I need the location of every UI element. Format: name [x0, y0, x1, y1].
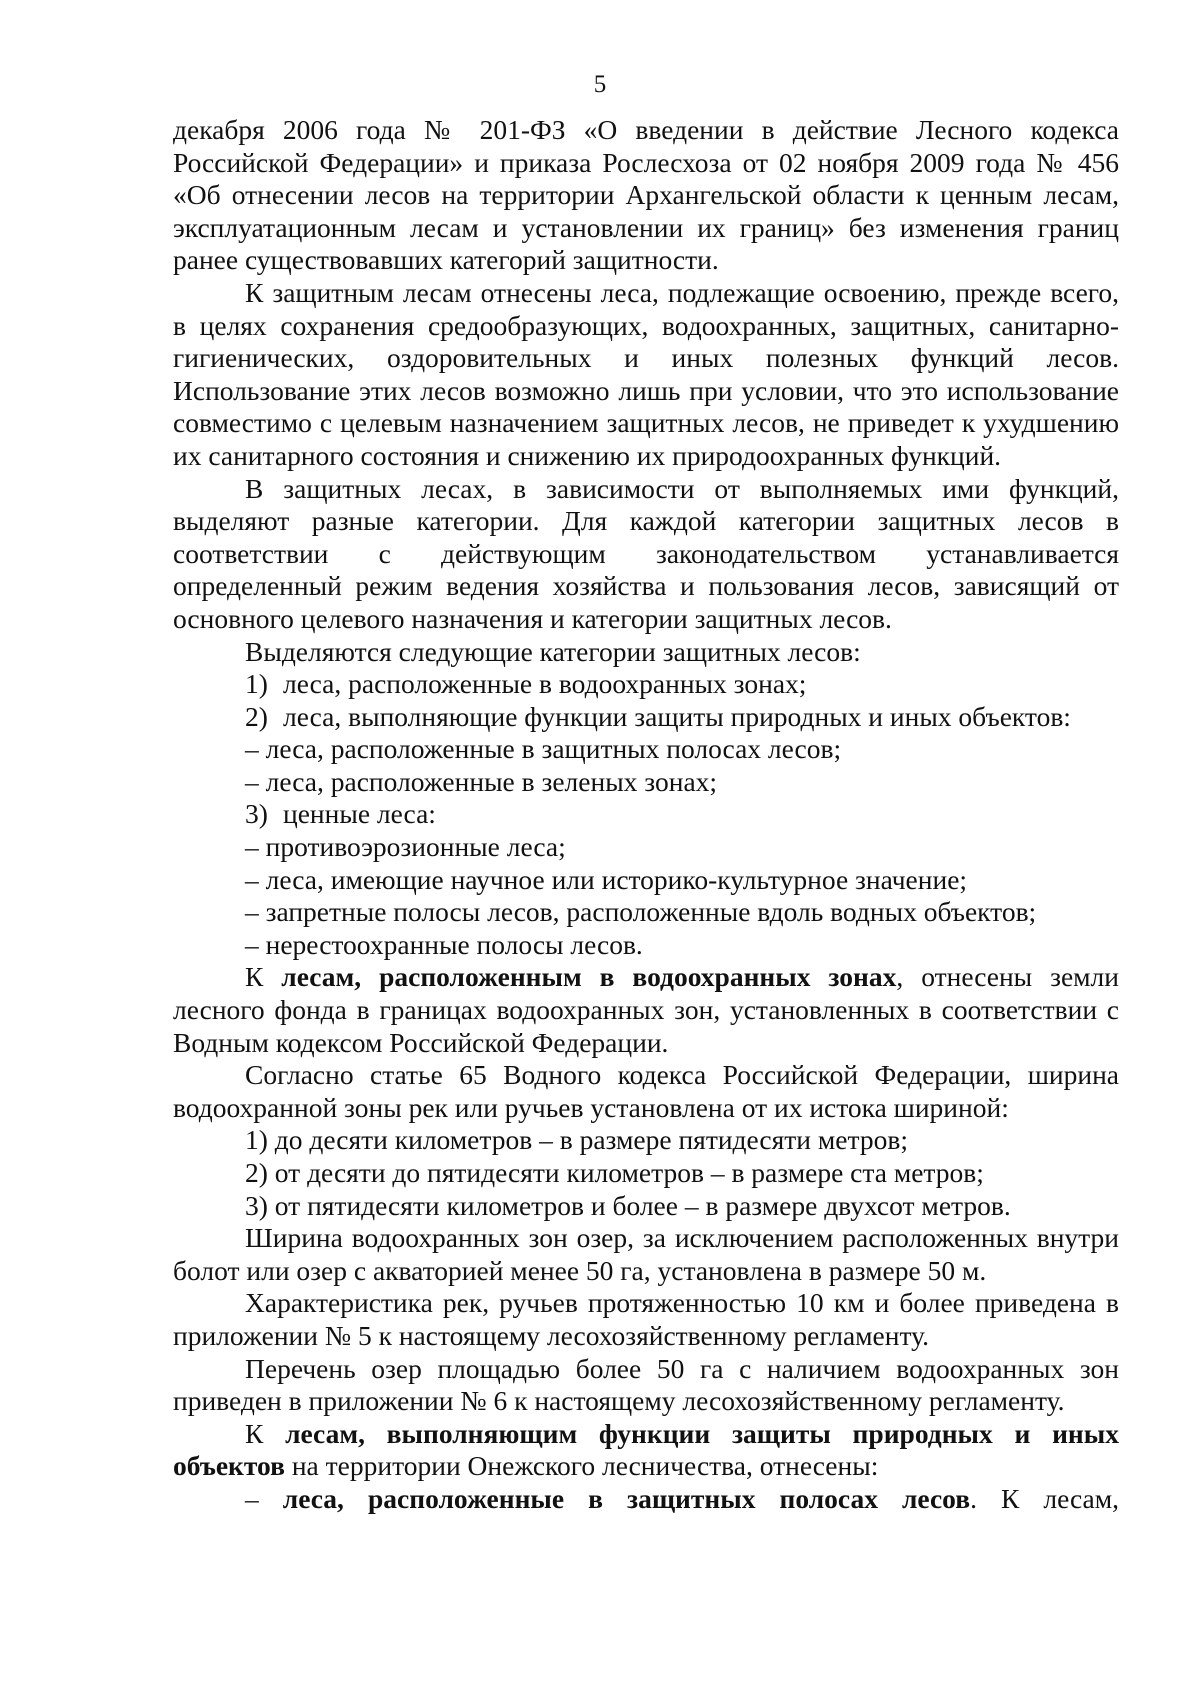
- text-run: К: [245, 961, 282, 993]
- list-item: [173, 798, 1119, 831]
- categories-paragraph: В защитных лесах, в зависимости от выполняемых ими функций, выделяют разные категории. Для каждой категории защитных лесов в соответствии с действующим законодательством устанавливается определенный режим ведения хозяйства и пользования лесов, зависящий от основного целевого назначения и категории защитных лесов.: [173, 472, 1119, 634]
- width-item: 1) до десяти километров – в размере пятидесяти метров;: [245, 1124, 908, 1156]
- list-item: [173, 896, 1119, 929]
- list-item: [173, 766, 1119, 799]
- list-item-text: – леса, расположенные в зеленых зонах;: [245, 765, 718, 797]
- text-run: на территории Онежского лесничества, отнесены:: [284, 1450, 879, 1482]
- text-run: –: [245, 1482, 283, 1514]
- categories-list: [173, 668, 1119, 961]
- page-number: 5: [593, 71, 607, 98]
- list-item-text: – леса, расположенные в защитных полосах лесов;: [245, 733, 842, 765]
- bold-term: лесам, выполняющим функции защиты природных и иных объектов: [173, 1417, 1119, 1482]
- text-run: , отнесены земли лесного фонда в границах водоохранных зон, установленных в соответствии с Водным кодексом Российской Федерации.: [173, 961, 1119, 1058]
- rivers-appendix-paragraph: Характеристика рек, ручьев протяженностью 10 км и более приведена в приложении № 5 к настоящему лесохозяйственному регламенту.: [173, 1287, 1119, 1351]
- list-item-text: – противоэрозионные леса;: [245, 831, 566, 863]
- list-item: [173, 701, 1119, 734]
- list-item: [173, 864, 1119, 897]
- list-item-text: ценные леса:: [283, 798, 436, 830]
- water-zones-paragraph: [173, 961, 1119, 1059]
- list-item-text: леса, выполняющие функции защиты природных и иных объектов:: [283, 700, 1071, 732]
- protective-forests-paragraph: К защитным лесам отнесены леса, подлежащие освоению, прежде всего, в целях сохранения средообразующих, водоохранных, защитных, санитарно-гигиенических, оздоровительных и иных полезных функций лесов. Использование этих лесов возможно лишь при условии, что это использование совместимо с целевым назначением защитных лесов, не приведет к ухудшению их санитарного состояния и снижению их природоохранных функций.: [173, 276, 1119, 471]
- categories-list-intro: Выделяются следующие категории защитных лесов:: [245, 635, 861, 667]
- lakes-appendix-paragraph: Перечень озер площадью более 50 га с наличием водоохранных зон приведен в приложении № 6 к настоящему лесохозяйственному регламенту.: [173, 1352, 1119, 1417]
- list-item-number: 1): [245, 668, 268, 700]
- list-item: [173, 929, 1119, 962]
- list-item: [173, 831, 1119, 864]
- list-item-text: леса, расположенные в водоохранных зонах;: [283, 668, 807, 700]
- protection-functions-paragraph: [173, 1418, 1119, 1483]
- lakes-width-paragraph: Ширина водоохранных зон озер, за исключением расположенных внутри болот или озер с акваторией менее 50 га, установлена в размере 50 м.: [173, 1222, 1119, 1286]
- list-item-number: 3): [245, 798, 268, 830]
- protective-strips-paragraph: [173, 1483, 1119, 1516]
- text-run: К: [245, 1417, 286, 1449]
- list-item-text: – нерестоохранные полосы лесов.: [245, 928, 643, 960]
- document-body: [173, 114, 1119, 1516]
- list-item: [173, 668, 1119, 701]
- bold-term: леса, расположенные в защитных полосах лесов: [282, 1482, 971, 1514]
- width-item: 2) от десяти до пятидесяти километров – в размере ста метров;: [245, 1157, 984, 1188]
- list-item: [173, 733, 1119, 766]
- list-item-text: – леса, имеющие научное или историко-культурное значение;: [245, 863, 968, 895]
- bold-term: лесам, расположенным в водоохранных зонах: [281, 961, 897, 993]
- article-65-paragraph: Согласно статье 65 Водного кодекса Российской Федерации, ширина водоохранной зоны рек или ручьев установлена от их истока шириной:: [173, 1059, 1119, 1123]
- width-item: 3) от пятидесяти километров и более – в размере двухсот метров.: [245, 1189, 1011, 1221]
- list-item-number: 2): [245, 700, 268, 732]
- list-item-text: – запретные полосы лесов, расположенные вдоль водных объектов;: [245, 896, 1037, 928]
- intro-paragraph: декабря 2006 года № 201-ФЗ «О введении в действие Лесного кодекса Российской Федерации» и приказа Рослесхоза от 02 ноября 2009 года № 456 «Об отнесении лесов на территории Архангельской области к ценным лесам, эксплуатационным лесам и установлении их границ» без изменения границ ранее существовавших категорий защитности.: [173, 114, 1119, 276]
- text-run: . К лесам,: [970, 1482, 1120, 1514]
